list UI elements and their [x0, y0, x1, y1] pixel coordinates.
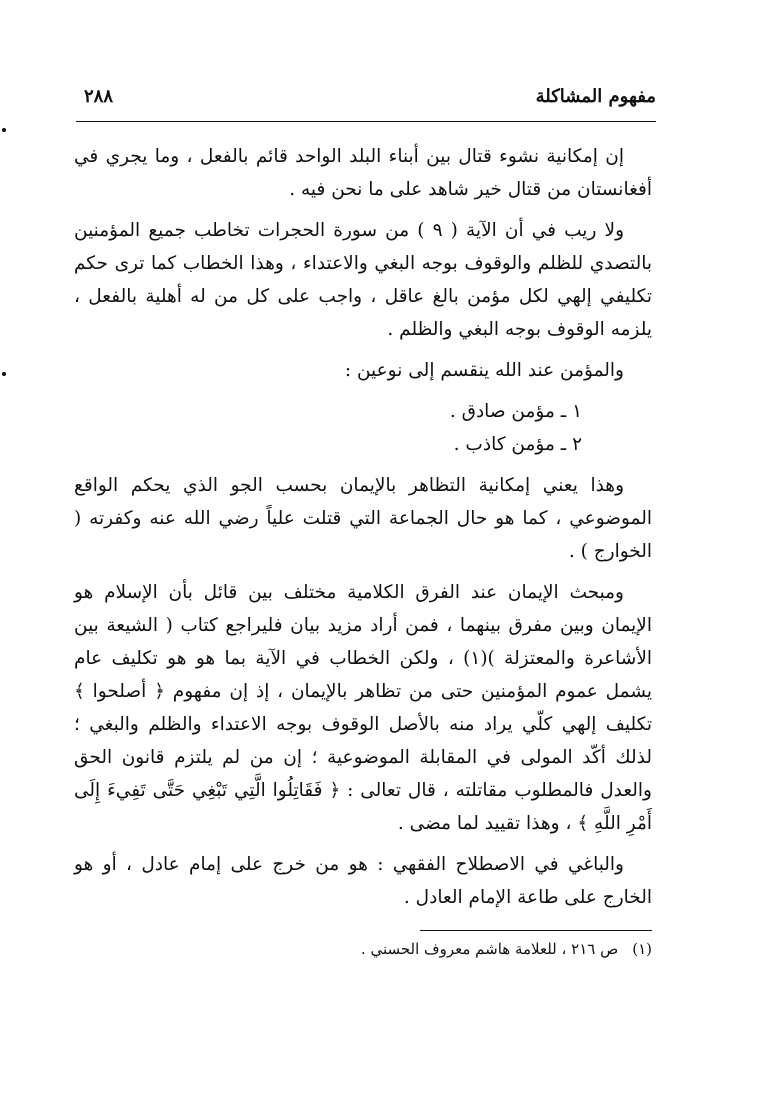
margin-mark: [2, 128, 6, 132]
paragraph: والباغي في الاصطلاح الفقهي : هو من خرج على إمام عادل ، أو هو الخارج على طاعة الإمام العادل .: [74, 854, 652, 908]
page-number: ٢٨٨: [84, 86, 114, 107]
paragraph: ومبحث الإيمان عند الفرق الكلامية مختلف بين قائل بأن الإسلام هو الإيمان وبين مفرق بينهما ، فمن أراد مزيد بيان فليراجع كتاب ( الشيعة بين الأشاعرة والمعتزلة )(١) ، ولكن الخطاب في الآية بما هو هو تكليف عام يشمل عموم المؤمنين حتى من تظاهر بالإيمان ، إذ إن مفهوم ﴿ أصلحوا ﴾ تكليف إلهي كلّي يراد منه بالأصل الوقوف بوجه الاعتداء والظلم والبغي ؛ لذلك أكّد المولى في المقابلة الموضوعية ؛ إن من لم يلتزم قانون الحق والعدل فالمطلوب مقاتلته ، قال تعالى : ﴿ فَقَاتِلُوا الَّتِي تَبْغِي حَتَّى تَفِيءَ إِلَى أَمْرِ اللَّهِ ﴾ ، وهذا تقييد لما مضى .: [74, 582, 653, 834]
paragraph: وهذا يعني إمكانية التظاهر بالإيمان بحسب الجو الذي يحكم الواقع الموضوعي ، كما هو حال الجماعة التي قتلت علياً رضي الله عنه وكفرته ( الخوارج ) .: [74, 475, 652, 562]
page-header: [78, 86, 656, 118]
paragraph: ولا ريب في أن الآية ( ٩ ) من سورة الحجرات تخاطب جميع المؤمنين بالتصدي للظلم والوقوف بوجه البغي والاعتداء ، وهذا الخطاب كما ترى حكم تكليفي إلهي لكل مؤمن بالغ عاقل ، واجب على كل من له أهلية بالفعل ، يلزمه الوقوف بوجه البغي والظلم .: [74, 220, 652, 340]
list-item: ٢ ـ مؤمن كاذب .: [453, 434, 582, 455]
paragraph: إن إمكانية نشوء قتال بين أبناء البلد الواحد قائم بالفعل ، وما يجري في أفغانستان من قتال خير شاهد على ما نحن فيه .: [74, 146, 652, 200]
footnote-rule: [420, 930, 652, 931]
footnote-text: ص ٢١٦ ، للعلامة هاشم معروف الحسني .: [360, 940, 619, 958]
footnote-marker: (١): [632, 940, 652, 958]
body-text: [74, 140, 652, 922]
list-item: ١ ـ مؤمن صادق .: [449, 401, 582, 422]
header-rule: [76, 121, 656, 122]
margin-mark: [2, 372, 6, 376]
paragraph: والمؤمن عند الله ينقسم إلى نوعين :: [344, 360, 624, 381]
running-title: مفهوم المشاكلة: [535, 86, 656, 107]
footnote: [320, 938, 652, 960]
